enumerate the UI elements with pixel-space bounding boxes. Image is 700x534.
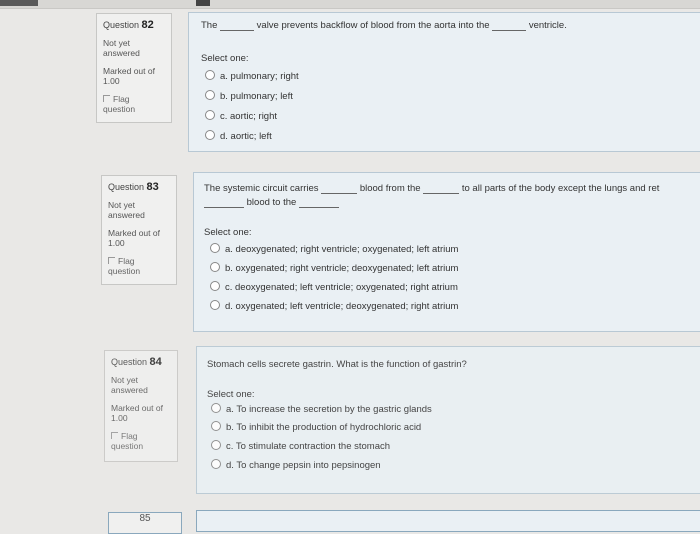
answer-option-d[interactable]: d. To change pepsin into pepsinogen (211, 459, 381, 471)
question-content-82 (188, 12, 700, 152)
flag-question-link[interactable]: Flag (108, 256, 170, 266)
flag-question-label[interactable]: question (108, 266, 141, 276)
select-one-label: Select one: (207, 389, 255, 400)
flag-icon (111, 432, 118, 439)
answer-option-a[interactable]: a. To increase the secretion by the gastric glands (211, 403, 432, 415)
radio-button[interactable] (210, 281, 220, 291)
marked-value: 1.00 (103, 76, 120, 86)
radio-button[interactable] (210, 300, 220, 310)
answer-option-a[interactable]: a. pulmonary; right (205, 70, 299, 82)
status-text: answered (103, 48, 140, 58)
answer-option-a[interactable]: a. deoxygenated; right ventricle; oxygenated; left atrium (210, 243, 458, 255)
radio-button[interactable] (210, 243, 220, 253)
status-text: Not yet (103, 38, 130, 48)
question-text: The systemic circuit carries blood from the to all parts of the body except the lungs and ret (204, 183, 660, 194)
marked-value: 1.00 (108, 238, 125, 248)
select-one-label: Select one: (201, 53, 249, 64)
marked-value: 1.00 (111, 413, 128, 423)
radio-button[interactable] (211, 459, 221, 469)
status-text: Not yet (111, 375, 138, 385)
answer-option-c[interactable]: c. deoxygenated; left ventricle; oxygenated; right atrium (210, 281, 458, 293)
question-info-82 (96, 13, 172, 123)
radio-button[interactable] (205, 130, 215, 140)
question-title: Question 83 (108, 181, 159, 193)
radio-button[interactable] (211, 421, 221, 431)
flag-icon (108, 257, 115, 264)
status-text: answered (108, 210, 145, 220)
question-text: Stomach cells secrete gastrin. What is the function of gastrin? (207, 359, 467, 370)
question-content-85 (196, 510, 700, 532)
question-title: Question 84 (111, 356, 162, 368)
answer-option-c[interactable]: c. To stimulate contraction the stomach (211, 440, 390, 452)
question-text: The valve prevents backflow of blood from the aorta into the ventricle. (201, 20, 567, 31)
answer-option-b[interactable]: b. pulmonary; left (205, 90, 293, 102)
radio-button[interactable] (205, 90, 215, 100)
status-text: answered (111, 385, 148, 395)
question-content-84 (196, 346, 700, 494)
select-one-label: Select one: (204, 227, 252, 238)
flag-question-label[interactable]: question (103, 104, 136, 114)
answer-option-c[interactable]: c. aortic; right (205, 110, 277, 122)
radio-button[interactable] (211, 403, 221, 413)
answer-option-d[interactable]: d. aortic; left (205, 130, 272, 142)
radio-button[interactable] (205, 70, 215, 80)
question-number: 85 (139, 513, 151, 524)
marked-out-of: Marked out of (103, 66, 155, 76)
question-info-83 (101, 175, 177, 285)
question-title: Question 82 (103, 19, 154, 31)
answer-option-b[interactable]: b. To inhibit the production of hydrochloric acid (211, 421, 421, 433)
top-tab[interactable] (0, 0, 38, 6)
question-text-line2: blood to the (204, 197, 339, 208)
flag-icon (103, 95, 110, 102)
status-text: Not yet (108, 200, 135, 210)
question-content-83 (193, 172, 700, 332)
flag-question-label[interactable]: question (111, 441, 144, 451)
answer-option-d[interactable]: d. oxygenated; left ventricle; deoxygenated; right atrium (210, 300, 458, 312)
marked-out-of: Marked out of (108, 228, 160, 238)
radio-button[interactable] (205, 110, 215, 120)
radio-button[interactable] (211, 440, 221, 450)
radio-button[interactable] (210, 262, 220, 272)
top-bar (0, 0, 700, 9)
question-info-84 (104, 350, 178, 462)
question-info-85 (108, 512, 182, 534)
flag-question-link[interactable]: Flag (103, 94, 165, 104)
flag-question-link[interactable]: Flag (111, 431, 171, 441)
answer-option-b[interactable]: b. oxygenated; right ventricle; deoxygenated; left atrium (210, 262, 458, 274)
top-tab-indicator (196, 0, 210, 6)
marked-out-of: Marked out of (111, 403, 163, 413)
